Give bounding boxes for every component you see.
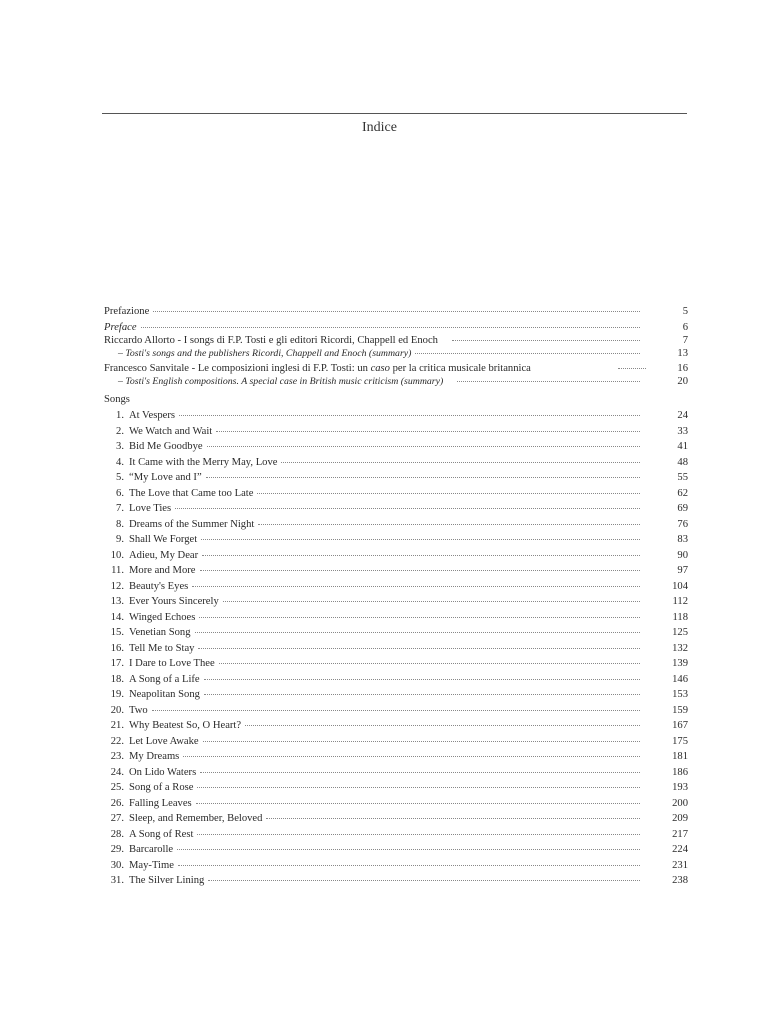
song-number: 1. bbox=[116, 410, 124, 421]
song-number: 6. bbox=[116, 487, 124, 499]
song-page: 217 bbox=[672, 828, 688, 840]
dot-leader bbox=[183, 756, 640, 757]
dot-leader bbox=[141, 327, 640, 328]
song-number: 14. bbox=[110, 611, 124, 623]
page-title: Indice bbox=[362, 120, 397, 135]
song-title: Barcarolle bbox=[129, 844, 174, 855]
dot-leader bbox=[204, 679, 640, 680]
dot-leader bbox=[415, 353, 640, 354]
song-page: 146 bbox=[672, 673, 688, 685]
song-page: 209 bbox=[672, 813, 688, 824]
song-entry bbox=[104, 842, 688, 858]
top-rule bbox=[102, 113, 687, 114]
song-number: 9. bbox=[116, 534, 124, 545]
song-number: 31. bbox=[110, 875, 124, 886]
toc-entry-label: – Tosti's English compositions. A special case in British music criticism (summary) bbox=[118, 375, 444, 387]
song-label bbox=[104, 656, 215, 672]
song-entry bbox=[104, 501, 688, 517]
dot-leader bbox=[457, 381, 640, 382]
song-page: 125 bbox=[672, 627, 688, 638]
song-page: 118 bbox=[672, 611, 688, 623]
toc-entry-page: 20 bbox=[677, 375, 688, 387]
song-number: 4. bbox=[116, 456, 124, 468]
song-label bbox=[104, 687, 200, 703]
song-number: 17. bbox=[110, 658, 124, 669]
dot-leader bbox=[266, 818, 640, 819]
song-entry bbox=[104, 656, 688, 672]
song-page: 33 bbox=[677, 425, 688, 437]
song-entry bbox=[104, 687, 688, 703]
song-number: 3. bbox=[116, 441, 124, 452]
dot-leader bbox=[207, 446, 640, 447]
dot-leader bbox=[216, 431, 640, 432]
song-page: 97 bbox=[677, 565, 688, 576]
song-page: 139 bbox=[672, 658, 688, 669]
label-part: per la critica musicale britannica bbox=[389, 363, 531, 374]
song-entry bbox=[104, 594, 688, 610]
song-label bbox=[104, 641, 194, 657]
toc-entry-page: 7 bbox=[682, 335, 688, 346]
song-entry bbox=[104, 486, 688, 502]
song-label bbox=[104, 703, 148, 719]
dot-leader bbox=[219, 663, 640, 664]
song-number: 20. bbox=[110, 704, 124, 716]
song-number: 21. bbox=[110, 720, 124, 731]
song-number: 30. bbox=[110, 859, 124, 871]
song-entry bbox=[104, 563, 688, 579]
song-page: 69 bbox=[677, 503, 688, 514]
song-number: 27. bbox=[110, 813, 124, 824]
toc-entry-page: 6 bbox=[682, 321, 688, 333]
song-entry bbox=[104, 796, 688, 812]
song-number: 13. bbox=[110, 596, 124, 607]
song-page: 48 bbox=[677, 456, 688, 468]
dot-leader bbox=[281, 462, 640, 463]
dot-leader bbox=[618, 368, 646, 369]
dot-leader bbox=[153, 311, 640, 312]
song-label bbox=[104, 625, 191, 641]
dot-leader bbox=[197, 834, 640, 835]
dot-leader bbox=[223, 601, 640, 602]
song-page: 186 bbox=[672, 766, 688, 778]
song-label bbox=[104, 610, 195, 626]
song-label bbox=[104, 811, 262, 827]
table-of-contents bbox=[104, 304, 688, 889]
song-entry bbox=[104, 517, 688, 533]
song-title: I Dare to Love Thee bbox=[129, 658, 215, 669]
song-entry bbox=[104, 749, 688, 765]
song-entry bbox=[104, 703, 688, 719]
song-page: 231 bbox=[672, 859, 688, 871]
song-title: May-Time bbox=[129, 859, 174, 871]
song-title: Shall We Forget bbox=[129, 534, 198, 545]
song-entry bbox=[104, 858, 688, 874]
dot-leader bbox=[257, 493, 640, 494]
song-page: 224 bbox=[672, 844, 688, 855]
song-entry bbox=[104, 672, 688, 688]
dot-leader bbox=[203, 741, 640, 742]
toc-entry-page: 16 bbox=[677, 363, 688, 374]
toc-entry-label: Riccardo Allorto - I songs di F.P. Tosti e gli editori Ricordi, Chappell ed Enoch bbox=[104, 335, 438, 346]
dot-leader bbox=[177, 849, 640, 850]
song-entry bbox=[104, 610, 688, 626]
song-entry bbox=[104, 408, 688, 424]
dot-leader bbox=[201, 539, 640, 540]
song-page: 90 bbox=[677, 549, 688, 561]
song-label bbox=[104, 424, 212, 440]
song-title: At Vespers bbox=[129, 410, 176, 421]
song-label bbox=[104, 408, 175, 424]
song-title: A Song of a Life bbox=[129, 673, 200, 685]
song-page: 175 bbox=[672, 735, 688, 747]
song-page: 153 bbox=[672, 689, 688, 700]
song-page: 24 bbox=[677, 410, 688, 421]
song-page: 112 bbox=[672, 596, 688, 607]
dot-leader bbox=[195, 632, 641, 633]
toc-entry-label: Preface bbox=[104, 321, 137, 333]
song-title: Bid Me Goodbye bbox=[129, 441, 203, 452]
song-entry bbox=[104, 765, 688, 781]
song-number: 11. bbox=[111, 565, 124, 576]
song-page: 41 bbox=[677, 441, 688, 452]
label-emphasis: caso bbox=[370, 363, 390, 374]
toc-entry-sanvitale-summary bbox=[104, 376, 688, 389]
song-title: More and More bbox=[129, 565, 196, 576]
song-number: 12. bbox=[110, 580, 124, 592]
toc-entry-allorto bbox=[104, 335, 688, 348]
song-label bbox=[104, 470, 202, 486]
toc-entry-label bbox=[104, 363, 531, 376]
song-number: 16. bbox=[110, 642, 124, 654]
song-entry bbox=[104, 718, 688, 734]
dot-leader bbox=[208, 880, 640, 881]
toc-entry-page: 5 bbox=[682, 306, 688, 317]
song-page: 238 bbox=[672, 875, 688, 886]
song-title: My Dreams bbox=[129, 751, 180, 762]
song-label bbox=[104, 873, 204, 889]
dot-leader bbox=[199, 617, 640, 618]
toc-entry-allorto-summary bbox=[104, 348, 688, 361]
song-number: 29. bbox=[110, 844, 124, 855]
song-number: 2. bbox=[116, 425, 124, 437]
dot-leader bbox=[179, 415, 640, 416]
song-number: 28. bbox=[110, 828, 124, 840]
dot-leader bbox=[197, 787, 640, 788]
song-entry bbox=[104, 641, 688, 657]
song-number: 15. bbox=[110, 627, 124, 638]
song-page: 55 bbox=[677, 472, 688, 483]
dot-leader bbox=[258, 524, 640, 525]
song-entry bbox=[104, 424, 688, 440]
song-title: A Song of Rest bbox=[129, 828, 194, 840]
song-title: Falling Leaves bbox=[129, 797, 192, 809]
song-page: 159 bbox=[672, 704, 688, 716]
song-page: 62 bbox=[677, 487, 688, 499]
toc-entry-sanvitale bbox=[104, 363, 688, 376]
song-title: The Silver Lining bbox=[129, 875, 205, 886]
song-title: Song of a Rose bbox=[129, 782, 194, 793]
song-entry bbox=[104, 734, 688, 750]
song-label bbox=[104, 749, 179, 765]
song-number: 19. bbox=[110, 689, 124, 700]
songs-heading: Songs bbox=[104, 394, 130, 405]
song-title: Beauty's Eyes bbox=[129, 580, 189, 592]
toc-entry-preface bbox=[104, 320, 688, 336]
song-title: Ever Yours Sincerely bbox=[129, 596, 219, 607]
song-label bbox=[104, 501, 171, 517]
song-title: Tell Me to Stay bbox=[129, 642, 195, 654]
song-label bbox=[104, 827, 193, 843]
song-title: “My Love and I” bbox=[129, 472, 202, 483]
dot-leader bbox=[202, 555, 640, 556]
song-entry bbox=[104, 455, 688, 471]
song-label bbox=[104, 548, 198, 564]
song-number: 5. bbox=[116, 472, 124, 483]
dot-leader bbox=[192, 586, 640, 587]
dot-leader bbox=[175, 508, 640, 509]
toc-entry-prefazione bbox=[104, 304, 688, 320]
song-page: 132 bbox=[672, 642, 688, 654]
song-page: 167 bbox=[672, 720, 688, 731]
song-number: 8. bbox=[116, 518, 124, 530]
song-page: 76 bbox=[677, 518, 688, 530]
song-title: Venetian Song bbox=[129, 627, 191, 638]
song-entry bbox=[104, 780, 688, 796]
dot-leader bbox=[204, 694, 640, 695]
song-title: Why Beatest So, O Heart? bbox=[129, 720, 242, 731]
song-entry bbox=[104, 811, 688, 827]
song-label bbox=[104, 563, 196, 579]
song-number: 26. bbox=[110, 797, 124, 809]
song-label bbox=[104, 858, 174, 874]
song-page: 200 bbox=[672, 797, 688, 809]
song-title: The Love that Came too Late bbox=[129, 487, 254, 499]
song-number: 18. bbox=[110, 673, 124, 685]
toc-entry-label: Prefazione bbox=[104, 306, 150, 317]
song-label bbox=[104, 517, 254, 533]
song-page: 193 bbox=[672, 782, 688, 793]
song-number: 23. bbox=[110, 751, 124, 762]
dot-leader bbox=[245, 725, 640, 726]
dot-leader bbox=[452, 340, 640, 341]
song-title: Neapolitan Song bbox=[129, 689, 200, 700]
song-entry bbox=[104, 579, 688, 595]
dot-leader bbox=[196, 803, 640, 804]
song-title: Let Love Awake bbox=[129, 735, 199, 747]
song-entry bbox=[104, 532, 688, 548]
song-title: Two bbox=[129, 704, 148, 716]
song-title: Dreams of the Summer Night bbox=[129, 518, 255, 530]
songs-list bbox=[104, 408, 688, 889]
song-entry bbox=[104, 873, 688, 889]
song-title: Love Ties bbox=[129, 503, 172, 514]
song-label bbox=[104, 780, 193, 796]
song-page: 181 bbox=[672, 751, 688, 762]
song-entry bbox=[104, 470, 688, 486]
song-label bbox=[104, 455, 277, 471]
dot-leader bbox=[206, 477, 640, 478]
song-number: 7. bbox=[116, 503, 124, 514]
dot-leader bbox=[198, 648, 640, 649]
song-label bbox=[104, 532, 197, 548]
song-title: We Watch and Wait bbox=[129, 425, 213, 437]
song-label bbox=[104, 439, 203, 455]
song-title: Winged Echoes bbox=[129, 611, 196, 623]
label-part: Francesco Sanvitale - Le composizioni inglesi di F.P. Tosti: un bbox=[104, 363, 371, 374]
song-label bbox=[104, 672, 200, 688]
dot-leader bbox=[152, 710, 640, 711]
song-label bbox=[104, 842, 173, 858]
song-title: It Came with the Merry May, Love bbox=[129, 456, 278, 468]
toc-entry-label: – Tosti's songs and the publishers Ricordi, Chappell and Enoch (summary) bbox=[118, 347, 412, 359]
song-label bbox=[104, 579, 188, 595]
song-page: 104 bbox=[672, 580, 688, 592]
song-number: 10. bbox=[110, 549, 124, 561]
dot-leader bbox=[178, 865, 640, 866]
song-entry bbox=[104, 827, 688, 843]
song-label bbox=[104, 734, 199, 750]
song-title: On Lido Waters bbox=[129, 766, 197, 778]
song-entry bbox=[104, 625, 688, 641]
song-entry bbox=[104, 439, 688, 455]
song-entry bbox=[104, 548, 688, 564]
song-title: Adieu, My Dear bbox=[129, 549, 199, 561]
toc-entry-page: 13 bbox=[677, 347, 688, 359]
song-label bbox=[104, 765, 196, 781]
song-number: 24. bbox=[110, 766, 124, 778]
song-number: 22. bbox=[110, 735, 124, 747]
song-label bbox=[104, 486, 253, 502]
dot-leader bbox=[200, 772, 640, 773]
song-title: Sleep, and Remember, Beloved bbox=[129, 813, 263, 824]
dot-leader bbox=[200, 570, 641, 571]
song-label bbox=[104, 594, 219, 610]
song-number: 25. bbox=[110, 782, 124, 793]
song-label bbox=[104, 796, 192, 812]
song-label bbox=[104, 718, 241, 734]
song-page: 83 bbox=[677, 534, 688, 545]
